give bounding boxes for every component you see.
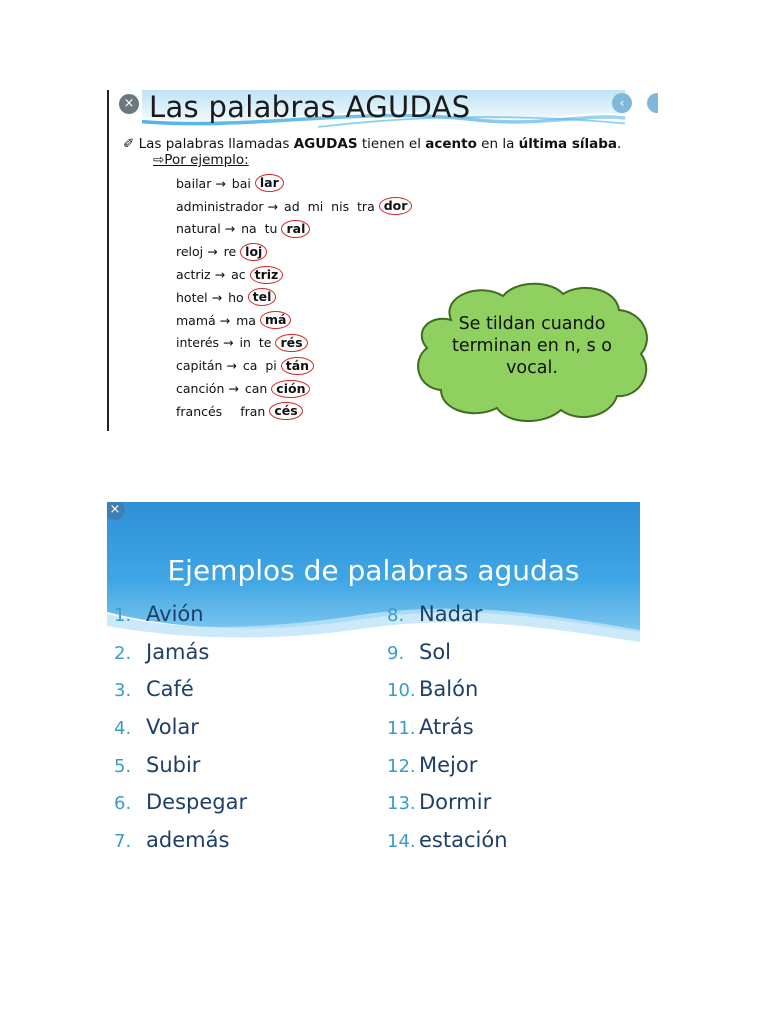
examples-left-column — [114, 602, 247, 862]
list-item: 9. Sol — [387, 639, 452, 664]
list-item: 3. Café — [114, 677, 194, 702]
stressed-syllable: ción — [271, 380, 310, 398]
example-row: capitán → ca pi tán — [176, 354, 412, 377]
cloud-callout — [411, 280, 655, 426]
list-item: 10. Balón — [387, 677, 479, 702]
pencil-bullet-icon: ✐ — [123, 136, 135, 152]
list-item: 8. Nadar — [387, 602, 483, 626]
example-row: natural → na tu ral — [176, 218, 412, 241]
examples-right-column — [387, 602, 508, 862]
list-item: 14. estación — [387, 828, 508, 853]
example-list — [176, 172, 412, 423]
example-row: actriz → ac triz — [176, 263, 412, 286]
list-item: 2. Jamás — [114, 639, 210, 664]
intro-sentence: ✐ Las palabras llamadas AGUDAS tienen el acento en la última sílaba. — [123, 136, 622, 152]
example-row: administrador → ad mi nis tra dor — [176, 195, 412, 218]
list-item: 13. Dormir — [387, 790, 492, 815]
list-item: 12. Mejor — [387, 752, 478, 777]
stressed-syllable: lar — [255, 174, 284, 192]
stressed-syllable: dor — [379, 197, 413, 215]
slide-title: Las palabras AGUDAS — [149, 90, 471, 124]
stressed-syllable: ral — [281, 220, 310, 238]
example-row: reloj → re loj — [176, 240, 412, 263]
prev-slide-icon[interactable]: ‹ — [612, 93, 632, 113]
example-row: bailar → bai lar — [176, 172, 412, 195]
example-header: ⇨Por ejemplo: — [153, 152, 249, 168]
list-item: 11. Atrás — [387, 715, 474, 740]
example-row: francés fran cés — [176, 400, 412, 423]
list-item: 1. Avión — [114, 602, 204, 626]
list-item: 4. Volar — [114, 715, 199, 740]
example-row: canción → can ción — [176, 377, 412, 400]
slide-title: Ejemplos de palabras agudas — [167, 554, 580, 587]
slide-agudas-examples — [107, 502, 640, 862]
example-row: hotel → ho tel — [176, 286, 412, 309]
cloud-text: Se tildan cuando terminan en n, s o vocal. — [452, 314, 612, 378]
stressed-syllable: cés — [269, 402, 302, 420]
stressed-syllable: loj — [240, 243, 267, 261]
stressed-syllable: má — [260, 311, 291, 329]
slide-agudas-rules — [107, 90, 658, 431]
list-item: 6. Despegar — [114, 790, 248, 815]
example-row: interés → in te rés — [176, 332, 412, 355]
list-item: 7. además — [114, 828, 230, 853]
stressed-syllable: rés — [275, 334, 307, 352]
stressed-syllable: tel — [248, 288, 277, 306]
close-icon[interactable]: × — [107, 502, 125, 520]
stressed-syllable: tán — [281, 357, 314, 375]
list-item: 5. Subir — [114, 752, 201, 777]
example-row: mamá → ma má — [176, 309, 412, 332]
close-icon[interactable]: × — [119, 94, 139, 114]
stressed-syllable: triz — [250, 266, 284, 284]
